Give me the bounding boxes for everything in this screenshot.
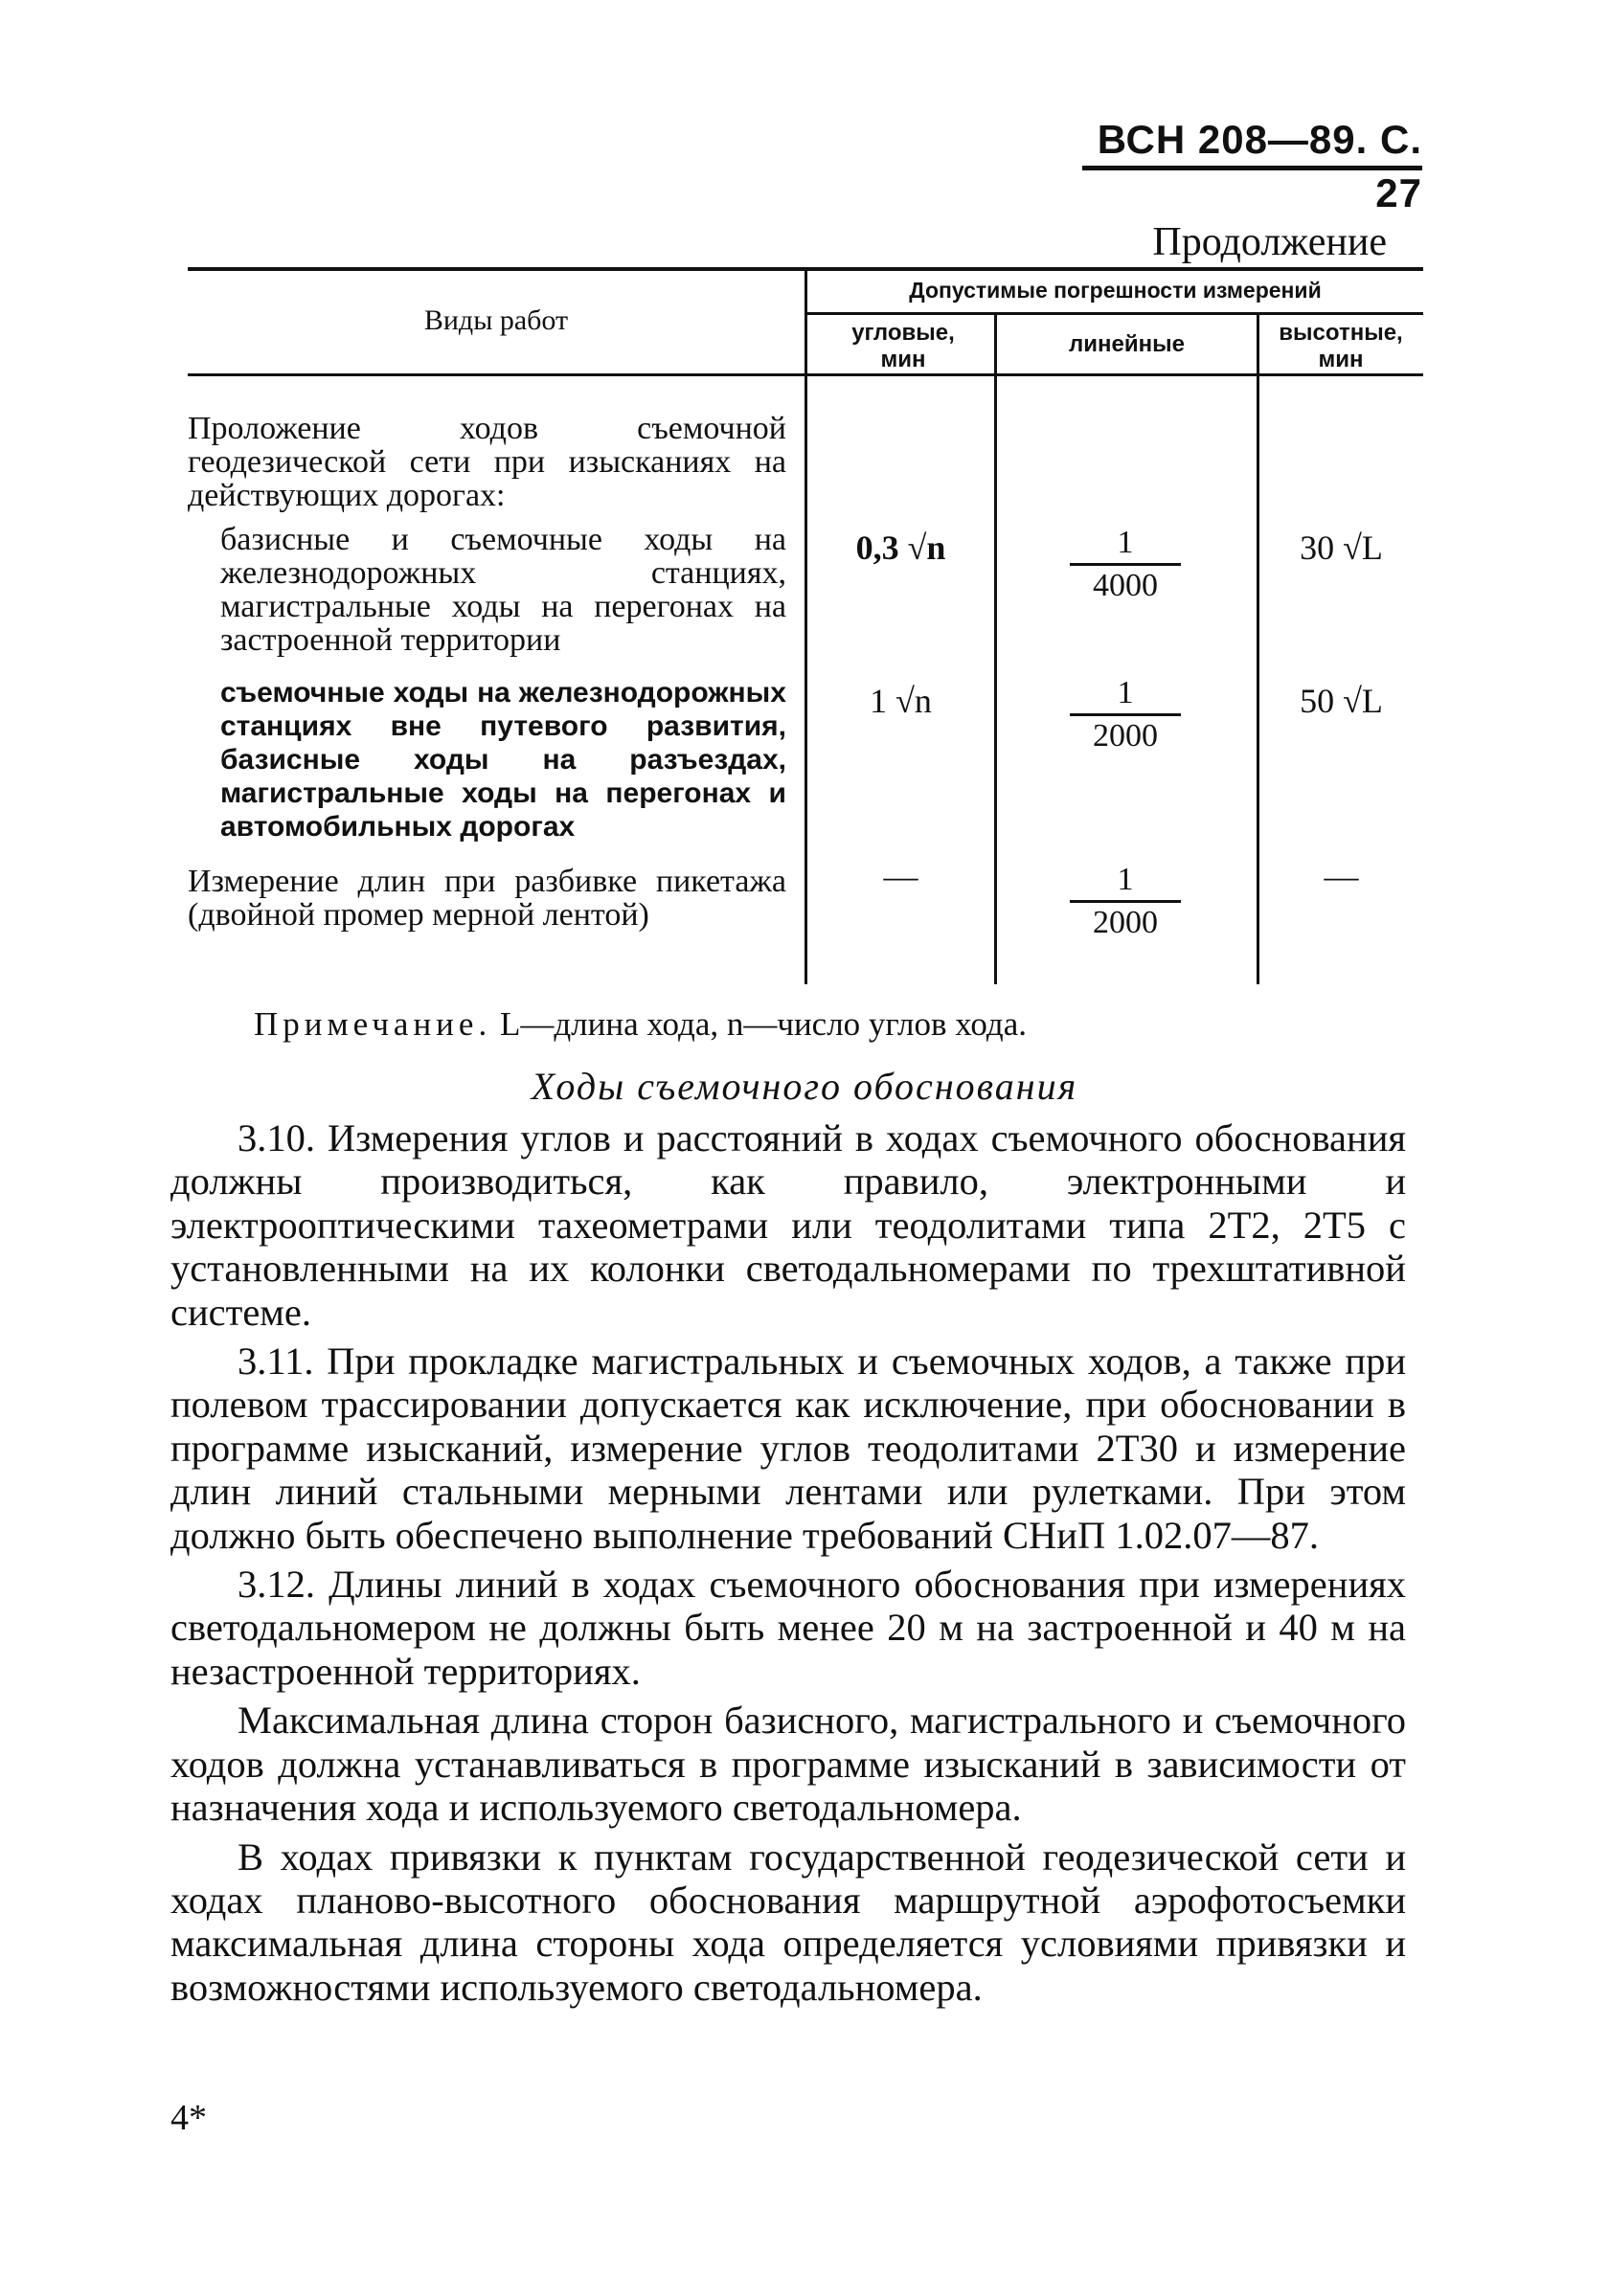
table-row-3-work: Измерение длин при разбивке пикетажа (двойной промер мерной лентой) bbox=[188, 864, 786, 933]
table-row-2-height: 50 √L bbox=[1300, 682, 1383, 720]
note-text: L—длина хода, n—число углов хода. bbox=[491, 1005, 1028, 1043]
printer-signature-mark: 4* bbox=[170, 2098, 207, 2138]
paragraph-3-11: 3.11. При прокладке магистральных и съемочных ходов, а также при полевом трассировании допускается как исключение, при обосновании в программе изысканий, измерение углов теодолитами 2Т30 и измерение длин линий стальными мерными лентами или рулетками. При этом должно быть обеспечено выполнение требований СНиП 1.02.07—87. bbox=[170, 1339, 1406, 1557]
fraction-bar bbox=[1070, 900, 1181, 903]
table-row-1-height: 30 √L bbox=[1300, 529, 1383, 567]
note-label: Примечание. bbox=[254, 1005, 492, 1043]
table-row-1-linear-denominator: 4000 bbox=[1093, 568, 1158, 603]
table-row-2-angular: 1 √n bbox=[870, 682, 932, 720]
column-header-angular: угловые, мин bbox=[851, 320, 955, 372]
table-note bbox=[254, 1005, 1027, 1044]
tolerance-table bbox=[0, 0, 1609, 1005]
fraction-bar bbox=[1070, 563, 1181, 566]
column-header-linear: линейные bbox=[1069, 331, 1185, 357]
table-row-3-linear-denominator: 2000 bbox=[1093, 905, 1158, 940]
group-header-rule bbox=[806, 312, 1423, 315]
table-row-3-angular: — bbox=[883, 857, 918, 895]
table-row-1-angular: 0,3 √n bbox=[855, 529, 946, 567]
section-title: Ходы съемочного обоснования bbox=[531, 1065, 1078, 1108]
col-divider-angular bbox=[994, 315, 997, 984]
table-row-1-linear bbox=[1058, 525, 1192, 604]
fraction-bar bbox=[1070, 713, 1181, 716]
paragraph-max-length: Максимальная длина сторон базисного, магистрального и съемочного ходов должна устанавливаться в программе изысканий в зависимости от назначения хода и используемого светодальномера. bbox=[170, 1699, 1406, 1830]
body-text bbox=[170, 1116, 1406, 2015]
table-row-3-linear bbox=[1058, 862, 1192, 941]
table-row-heading-work: Проложение ходов съемочной геодезической сети при изысканиях на действующих дорогах: bbox=[188, 411, 786, 513]
table-row-3-height: — bbox=[1324, 857, 1359, 895]
paragraph-tie-traverses: В ходах привязки к пунктам государственной геодезической сети и ходах планово-высотного обоснования маршрутной аэрофотосъемки максимальная длина стороны хода определяется условиями привязки и возможностями используемого светодальномера. bbox=[170, 1835, 1406, 2009]
paragraph-3-10: 3.10. Измерения углов и расстояний в ходах съемочного обоснования должны производиться, как правило, электронными и электрооптическими тахеометрами или теодолитами типа 2Т2, 2Т5 с установленными на их колонки светодальномерами по трехштативной системе. bbox=[170, 1116, 1406, 1334]
table-row-2-linear-numerator: 1 bbox=[1117, 675, 1134, 710]
document-designation: ВСН 208—89. С. 27 bbox=[1097, 117, 1422, 215]
column-group-header-tolerances: Допустимые погрешности измерений bbox=[909, 278, 1322, 303]
table-row-2-work: съемочные ходы на железнодорожных станциях вне путевого развития, базисные ходы на разъездах, магистральные ходы на перегонах и автомобильных дорогах bbox=[220, 677, 786, 843]
table-row-3-linear-numerator: 1 bbox=[1117, 862, 1134, 897]
paragraph-3-12: 3.12. Длины линий в ходах съемочного обоснования при измерениях светодальномером не должны быть менее 20 м на застроенной и 40 м на незастроенной территориях. bbox=[170, 1563, 1406, 1693]
table-row-1-linear-numerator: 1 bbox=[1117, 525, 1134, 560]
table-row-1-work: базисные и съемочные ходы на железнодорожных станциях, магистральные ходы на перегонах на застроенной территории bbox=[220, 522, 786, 658]
column-header-height: высотные, мин bbox=[1279, 320, 1403, 372]
column-header-work-types: Виды работ bbox=[423, 304, 569, 336]
continuation-label: Продолжение bbox=[1152, 220, 1387, 264]
table-row-2-linear-denominator: 2000 bbox=[1093, 718, 1158, 754]
table-row-2-linear bbox=[1058, 675, 1192, 754]
